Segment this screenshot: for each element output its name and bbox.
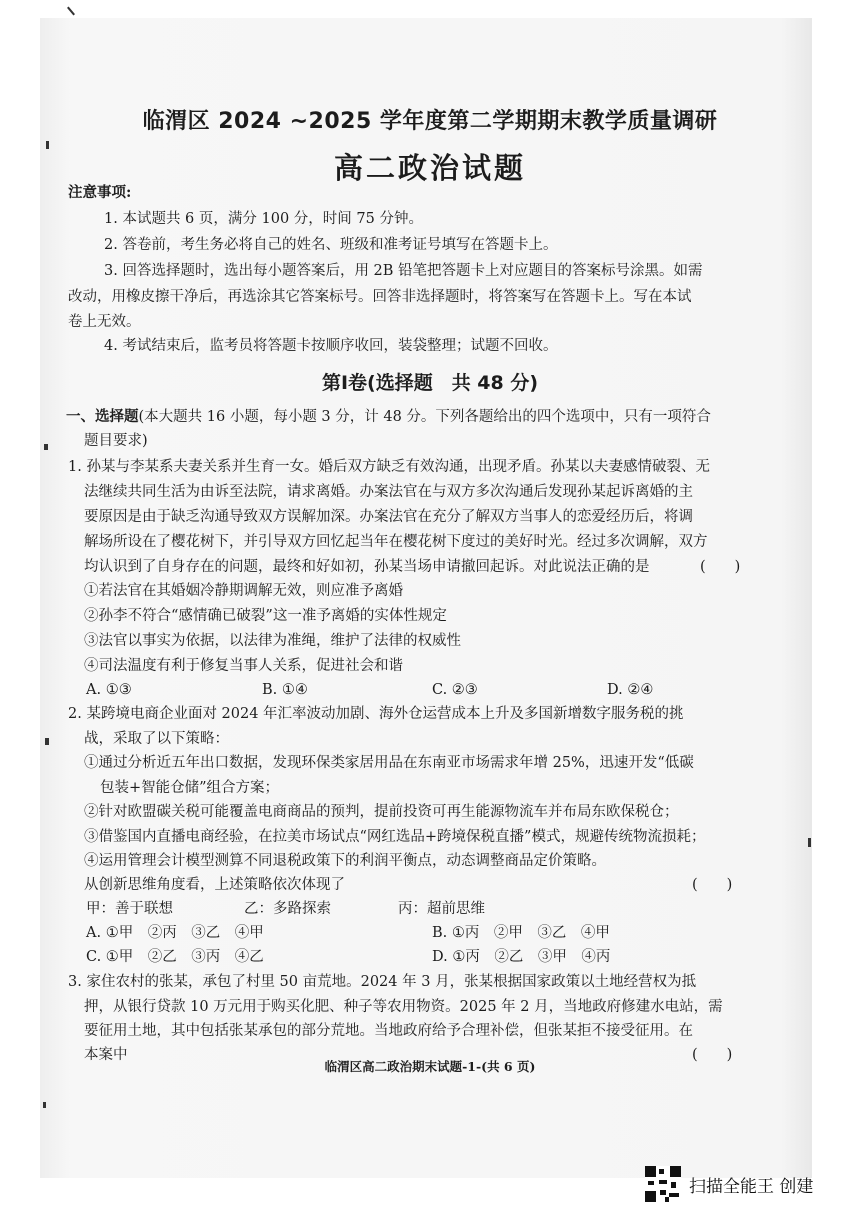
notice-line: 2. 答卷前，考生务必将自己的姓名、班级和准考证号填写在答题卡上。: [104, 237, 558, 253]
q1-item: ①若法官在其婚姻冷静期调解无效，则应准予离婚: [84, 583, 403, 599]
q3-stem-line: 3. 家住农村的张某，承包了村里 50 亩荒地。2024 年 3 月，张某根据国家政策以土地经营权为抵: [68, 974, 697, 990]
margin-mark: [44, 444, 48, 450]
q1-item: ③法官以事实为依据，以法律为准绳，维护了法律的权威性: [84, 633, 461, 649]
notice-line: 3. 回答选择题时，选出每小题答案后，用 2B 铅笔把答题卡上对应题目的答案标号涂黑。如需: [104, 263, 703, 279]
q2-item: ③借鉴国内直播电商经验，在拉美市场试点“网红选品+跨境保税直播”模式，规避传统物流损耗；: [84, 829, 706, 845]
q2-item: 包装+智能仓储”组合方案；: [100, 780, 280, 796]
q2-label-jia: 甲：善于联想: [86, 901, 173, 917]
q2-item: ④运用管理会计模型测算不同退税政策下的利润平衡点，动态调整商品定价策略。: [84, 853, 606, 869]
part-heading: [66, 406, 711, 428]
q2-stem-line: 2. 某跨境电商企业面对 2024 年汇率波动加剧、海外仓运营成本上升及多国新增数字服务税的挑: [68, 706, 684, 722]
q1-option-d: D. ②④: [607, 682, 654, 698]
q2-item: ②针对欧盟碳关税可能覆盖电商商品的预判，提前投资可再生能源物流车并布局东欧保税仓；: [84, 804, 679, 820]
q1-stem-line: 解场所设在了樱花树下，并引导双方回忆起当年在樱花树下度过的美好时光。经过多次调解，双方: [84, 534, 708, 550]
qr-code-icon: [645, 1166, 681, 1202]
q2-option-b: B. ①丙 ②甲 ③乙 ④甲: [432, 925, 610, 941]
part-desc-cont: 题目要求): [84, 433, 148, 449]
notice-heading: 注意事项:: [68, 184, 132, 201]
part-desc: (本大题共 16 小题，每小题 3 分，计 48 分。下列各题给出的四个选项中，只有一项符合: [138, 409, 711, 425]
page-footer: 临渭区高二政治期末试题-1-(共 6 页): [324, 1059, 536, 1074]
notice-line: 卷上无效。: [68, 314, 141, 330]
q3-stem-line: 押，从银行贷款 10 万元用于购买化肥、种子等农用物资。2025 年 2 月，当地政府修建水电站，需: [84, 999, 723, 1015]
margin-mark: [43, 1102, 46, 1108]
q3-answer-blank: ( ): [692, 1047, 733, 1063]
margin-mark: [45, 738, 49, 745]
subject-title: 高二政治试题: [333, 151, 526, 185]
q3-stem-line: 要征用土地，其中包括张某承包的部分荒地。当地政府给予合理补偿，但张某拒不接受征用。在: [84, 1023, 693, 1039]
margin-mark: [808, 838, 811, 847]
q1-stem-line: 要原因是由于缺乏沟通导致双方误解加深。办案法官在充分了解双方当事人的恋爱经历后，将调: [84, 509, 693, 525]
scanner-badge-label: 扫描全能王 创建: [689, 1176, 814, 1197]
notice-line: 1. 本试题共 6 页，满分 100 分，时间 75 分钟。: [104, 211, 423, 227]
margin-mark: [67, 7, 75, 16]
q1-option-b: B. ①④: [262, 682, 308, 698]
q2-stem-line: 战，采取了以下策略：: [84, 731, 229, 747]
q2-option-d: D. ①丙 ②乙 ③甲 ④丙: [432, 949, 611, 965]
q2-option-c: C. ①甲 ②乙 ③丙 ④乙: [86, 949, 264, 965]
q1-stem-line: 均认识到了自身存在的问题，最终和好如初，孙某当场申请撤回起诉。对此说法正确的是: [84, 559, 650, 575]
scanner-badge: [645, 1166, 813, 1202]
q1-item: ②孙李不符合“感情确已破裂”这一准予离婚的实体性规定: [84, 608, 447, 624]
q2-option-a: A. ①甲 ②丙 ③乙 ④甲: [86, 925, 264, 941]
q1-answer-blank: ( ): [700, 559, 741, 575]
section-title: 第Ⅰ卷(选择题 共 48 分): [321, 372, 539, 394]
exam-title: 临渭区 2024 ~2025 学年度第二学期期末教学质量调研: [142, 109, 718, 134]
q1-item: ④司法温度有利于修复当事人关系，促进社会和谐: [84, 658, 403, 674]
q2-answer-blank: ( ): [692, 877, 733, 893]
q2-label-bing: 丙：超前思维: [398, 901, 485, 917]
q2-label-yi: 乙：多路探索: [244, 901, 331, 917]
notice-line: 改动，用橡皮擦干净后，再选涂其它答案标号。回答非选择题时，将答案写在答题卡上。写在本试: [68, 289, 692, 305]
q1-option-a: A. ①③: [86, 682, 132, 698]
q1-stem-line: 法继续共同生活为由诉至法院，请求离婚。办案法官在与双方多次沟通后发现孙某起诉离婚的主: [84, 484, 693, 500]
q1-option-c: C. ②③: [432, 682, 478, 698]
q2-item: ①通过分析近五年出口数据，发现环保类家居用品在东南亚市场需求年增 25%，迅速开发“低碳: [84, 755, 694, 771]
part-label: 一、选择题: [66, 408, 139, 425]
notice-line: 4. 考试结束后，监考员将答题卡按顺序收回，装袋整理；试题不回收。: [104, 338, 558, 354]
q1-stem-line: 1. 孙某与李某系夫妻关系并生育一女。婚后双方缺乏有效沟通，出现矛盾。孙某以夫妻感情破裂、无: [68, 459, 710, 475]
q2-ask: 从创新思维角度看，上述策略依次体现了: [84, 877, 345, 893]
q3-stem-line: 本案中: [84, 1047, 128, 1063]
